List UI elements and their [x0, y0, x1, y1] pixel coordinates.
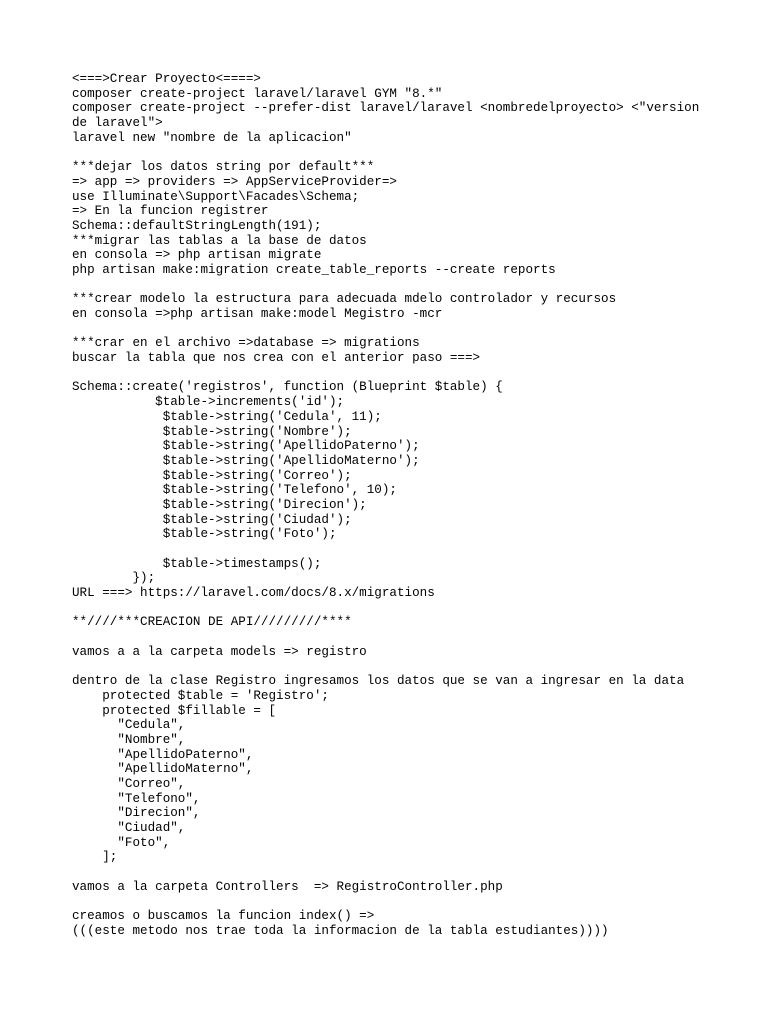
- document-body: [72, 72, 712, 939]
- text-line: $table->string('Foto');: [72, 527, 337, 542]
- text-line: "Foto",: [72, 835, 171, 850]
- text-line: buscar la tabla que nos crea con el anterior paso ===>: [72, 351, 481, 366]
- blank-line: [72, 601, 712, 616]
- text-line: (((este metodo nos trae toda la informacion de la tabla estudiantes)))): [72, 923, 609, 938]
- text-line: "Direcion",: [72, 806, 201, 821]
- text-line: $table->string('ApellidoMaterno');: [72, 453, 420, 468]
- blank-line: [72, 660, 712, 675]
- blank-line: [72, 278, 712, 293]
- text-line: php artisan make:migration create_table_reports --create reports: [72, 262, 556, 277]
- text-line: $table->string('Correo');: [72, 468, 352, 483]
- text-line: $table->timestamps();: [72, 556, 322, 571]
- text-line: use Illuminate\Support\Facades\Schema;: [72, 189, 360, 204]
- text-line: $table->string('Nombre');: [72, 424, 352, 439]
- text-line: URL ===> https://laravel.com/docs/8.x/migrations: [72, 586, 435, 601]
- text-line: protected $table = 'Registro';: [72, 688, 329, 703]
- text-line: ];: [72, 850, 118, 865]
- text-line: "Correo",: [72, 777, 186, 791]
- text-line: protected $fillable = [: [72, 703, 277, 718]
- text-line: "Nombre",: [72, 732, 186, 747]
- text-line: => app => providers => AppServiceProvider=>: [72, 174, 397, 189]
- text-line: => En la funcion registrer: [72, 204, 269, 219]
- text-line: <===>Crear Proyecto<====>: [72, 72, 261, 86]
- text-line: "ApellidoMaterno",: [72, 762, 254, 777]
- text-line: "Cedula",: [72, 718, 186, 733]
- text-line: vamos a a la carpeta models => registro: [72, 644, 367, 659]
- text-line: $table->string('Telefono', 10);: [72, 483, 397, 498]
- text-line: });: [72, 571, 156, 586]
- text-line: **////***CREACION DE API/////////****: [72, 615, 352, 630]
- blank-line: [72, 895, 712, 910]
- text-line: en consola =>php artisan make:model Megistro -mcr: [72, 307, 443, 321]
- text-line: $table->string('ApellidoPaterno');: [72, 439, 420, 454]
- blank-line: [72, 366, 712, 381]
- text-line: Schema::defaultStringLength(191);: [72, 218, 322, 233]
- text-line: ***dejar los datos string por default***: [72, 160, 375, 175]
- blank-line: [72, 145, 712, 160]
- text-line: "Ciudad",: [72, 821, 186, 836]
- text-line: dentro de la clase Registro ingresamos los datos que se van a ingresar en la data: [72, 674, 685, 689]
- text-line: ***crear modelo la estructura para adecuada mdelo controlador y recursos: [72, 292, 617, 307]
- text-line: "ApellidoPaterno",: [72, 747, 254, 762]
- blank-line: [72, 865, 712, 880]
- text-line: composer create-project --prefer-dist laravel/laravel <nombredelproyecto> <"version: [72, 101, 700, 116]
- text-line: ***crar en el archivo =>database => migrations: [72, 336, 420, 351]
- text-line: creamos o buscamos la funcion index() =>: [72, 909, 375, 924]
- text-line: composer create-project laravel/laravel GYM "8.*": [72, 86, 443, 101]
- text-line: en consola => php artisan migrate: [72, 248, 322, 263]
- blank-line: [72, 542, 712, 557]
- text-line: vamos a la carpeta Controllers => RegistroController.php: [72, 879, 503, 894]
- text-line: ***migrar las tablas a la base de datos: [72, 233, 367, 248]
- text-line: $table->string('Ciudad');: [72, 512, 352, 527]
- blank-line: [72, 630, 712, 645]
- text-line: de laravel">: [72, 116, 163, 131]
- text-line: laravel new "nombre de la aplicacion": [72, 130, 352, 145]
- text-line: Schema::create('registros', function (Blueprint $table) {: [72, 380, 503, 395]
- text-line: "Telefono",: [72, 791, 201, 806]
- text-line: $table->increments('id');: [72, 395, 345, 410]
- text-line: $table->string('Cedula', 11);: [72, 409, 382, 424]
- blank-line: [72, 322, 712, 337]
- text-line: $table->string('Direcion');: [72, 497, 367, 512]
